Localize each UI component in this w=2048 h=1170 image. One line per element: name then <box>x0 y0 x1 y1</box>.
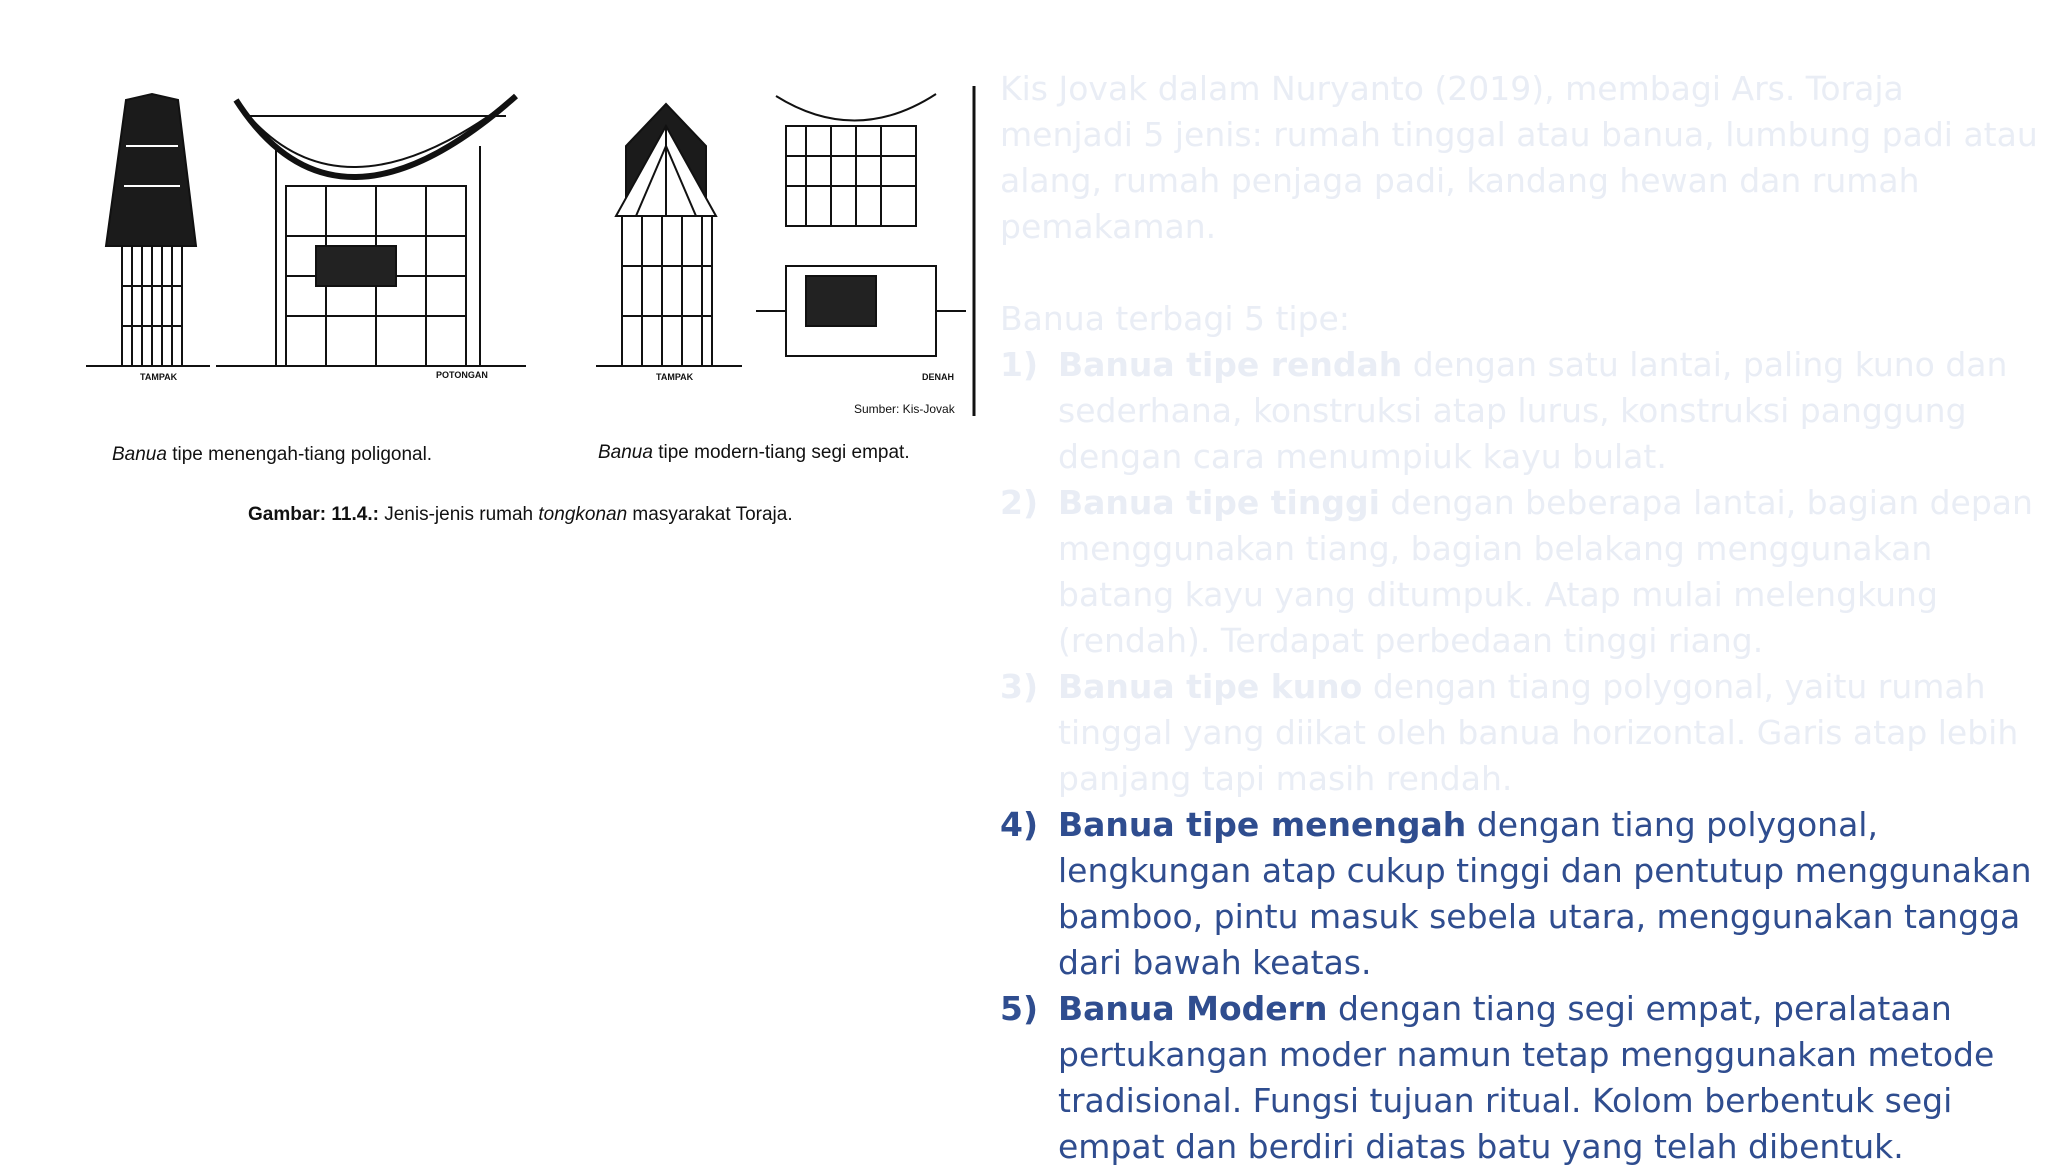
list-item-desc: dengan tiang polygonal, yaitu rumah tinggal yang diikat oleh banua horizontal. Garis atap lebih panjang tapi masih rendah. <box>1058 667 2019 798</box>
figure-title-italic: tongkonan <box>538 504 628 525</box>
house-elevation-2 <box>596 104 742 366</box>
list-item-desc: dengan satu lantai, paling kuno dan sederhana, konstruksi atap lurus, konstruksi panggung dengan cara menumpiuk kayu bulat. <box>1058 345 2008 476</box>
caption-left-rest: tipe menengah-tiang poligonal. <box>166 444 433 465</box>
figure-title-rest-1: Jenis-jenis rumah <box>378 504 539 525</box>
list-number: 2) <box>1000 483 1039 522</box>
figure-title <box>248 504 793 526</box>
house-elevation-1 <box>86 94 210 366</box>
caption-left-italic: Banua <box>112 444 167 465</box>
caption-right <box>598 442 910 464</box>
figure-title-rest-2: masyarakat Toraja. <box>627 504 793 525</box>
list-item-title: Banua Modern <box>1058 989 1328 1028</box>
toraja-house-figure <box>86 86 976 536</box>
list-item-1 <box>1000 342 2040 480</box>
list-number: 4) <box>1000 805 1039 844</box>
caption-left <box>112 444 432 466</box>
list-item-2 <box>1000 480 2040 664</box>
types-heading: Banua terbagi 5 tipe: <box>1000 299 1350 338</box>
figure-title-bold: Gambar: 11.4.: <box>248 504 379 525</box>
caption-right-rest: tipe modern-tiang segi empat. <box>652 442 910 463</box>
list-item-desc: dengan beberapa lantai, bagian depan menggunakan tiang, bagian belakang menggunakan batang kayu yang ditumpuk. Atap mulai melengkung (rendah). Terdapat perbedaan tinggi riang. <box>1058 483 2033 660</box>
list-item-3 <box>1000 664 2040 802</box>
list-item-4 <box>1000 802 2040 986</box>
house-section-1 <box>216 96 526 366</box>
list-number: 5) <box>1000 989 1039 1028</box>
list-number: 3) <box>1000 667 1039 706</box>
label-tampak-2: TAMPAK <box>656 372 694 382</box>
house-section-plan <box>756 86 974 416</box>
text-block <box>1000 66 2040 1170</box>
list-item-title: Banua tipe kuno <box>1058 667 1363 706</box>
intro-paragraph: Kis Jovak dalam Nuryanto (2019), membagi Ars. Toraja menjadi 5 jenis: rumah tinggal atau banua, lumbung padi atau alang, rumah penjaga padi, kandang hewan dan rumah pemakaman. <box>1000 69 2038 246</box>
list-item-5 <box>1000 986 2040 1170</box>
toraja-house-drawings <box>86 86 976 416</box>
list-number: 1) <box>1000 345 1039 384</box>
label-denah: DENAH <box>922 372 955 382</box>
label-tampak-1: TAMPAK <box>140 372 178 382</box>
caption-right-italic: Banua <box>598 442 653 463</box>
figure-source: Sumber: Kis-Jovak <box>854 402 955 416</box>
list-item-title: Banua tipe tinggi <box>1058 483 1380 522</box>
list-item-title: Banua tipe menengah <box>1058 805 1467 844</box>
list-item-desc: dengan tiang polygonal, lengkungan atap cukup tinggi dan pentutup menggunakan bamboo, pintu masuk sebela utara, menggunakan tangga dari bawah keatas. <box>1058 805 2032 982</box>
list-item-title: Banua tipe rendah <box>1058 345 1403 384</box>
label-potongan: POTONGAN <box>436 370 488 380</box>
list-item-desc: dengan tiang segi empat, peralataan pertukangan moder namun tetap menggunakan metode tradisional. Fungsi tujuan ritual. Kolom berbentuk segi empat dan berdiri diatas batu yang telah dibentuk. <box>1058 989 1995 1166</box>
